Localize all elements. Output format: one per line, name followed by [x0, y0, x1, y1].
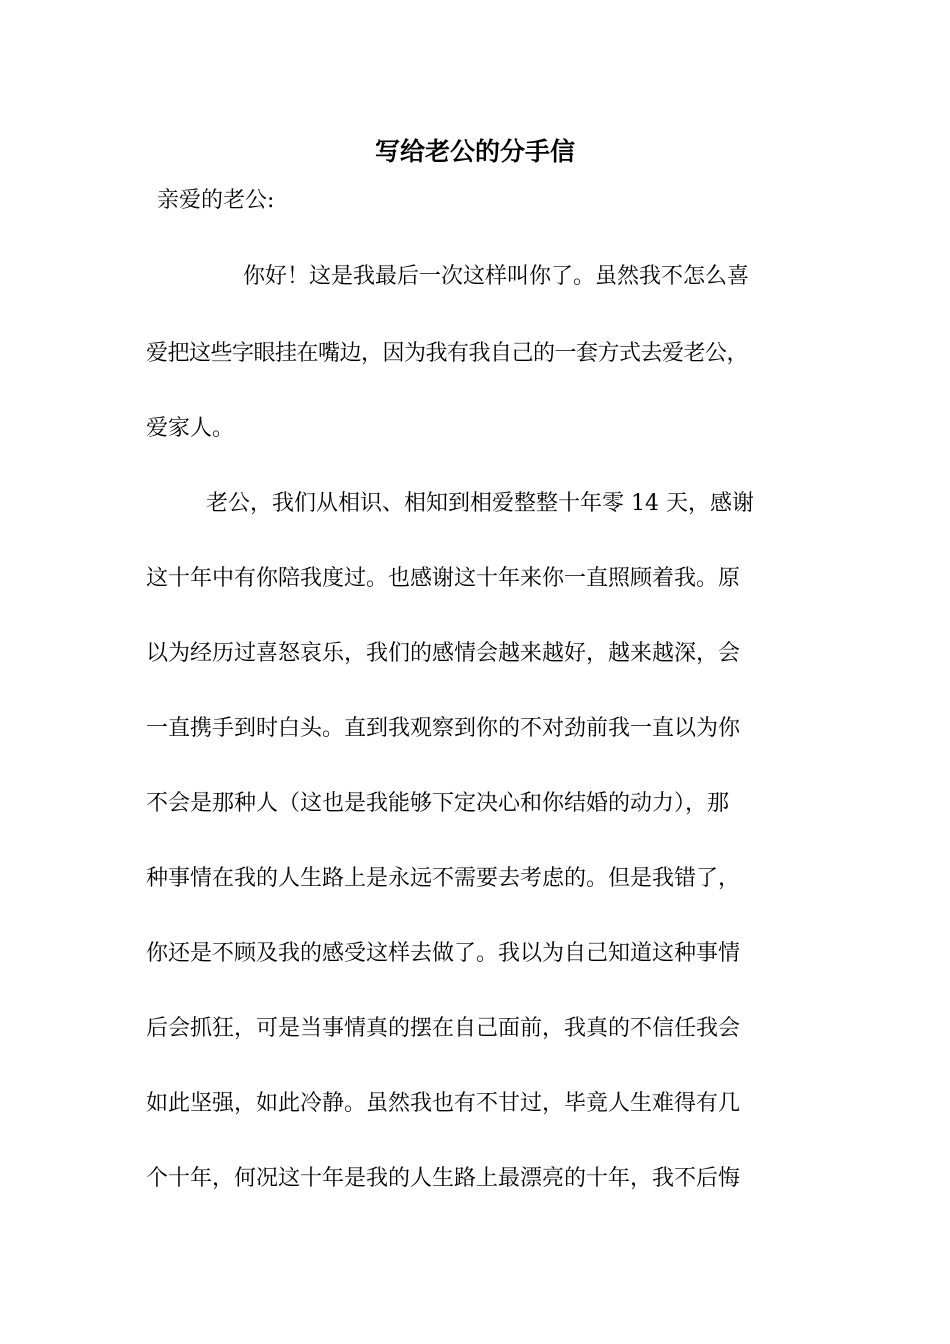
- body-line: 后会抓狂，可是当事情真的摆在自己面前，我真的不信任我会: [146, 1016, 741, 1041]
- body-line: 你好！这是我最后一次这样叫你了。虽然我不怎么喜: [243, 264, 750, 289]
- body-line: 爱家人。: [146, 416, 235, 441]
- salutation: 亲爱的老公:: [157, 188, 275, 213]
- body-line: 以为经历过喜怒哀乐，我们的感情会越来越好，越来越深，会: [146, 641, 741, 666]
- body-line: 不会是那种人（这也是我能够下定决心和你结婚的动力），那: [146, 791, 730, 816]
- letter-title: 写给老公的分手信: [374, 137, 575, 166]
- body-line: 个十年，何况这十年是我的人生路上最漂亮的十年，我不后悔: [146, 1166, 741, 1191]
- body-line: 如此坚强，如此冷静。虽然我也有不甘过，毕竟人生难得有几: [146, 1091, 741, 1116]
- body-line: 老公，我们从相识、相知到相爱整整十年零 14 天，感谢: [206, 491, 754, 516]
- body-line: 你还是不顾及我的感受这样去做了。我以为自己知道这种事情: [146, 941, 741, 966]
- body-line: 一直携手到时白头。直到我观察到你的不对劲前我一直以为你: [146, 716, 741, 741]
- body-line: 爱把这些字眼挂在嘴边，因为我有我自己的一套方式去爱老公，: [146, 341, 749, 366]
- body-line: 种事情在我的人生路上是永远不需要去考虑的。但是我错了，: [146, 866, 741, 891]
- body-line: 这十年中有你陪我度过。也感谢这十年来你一直照顾着我。原: [146, 566, 741, 591]
